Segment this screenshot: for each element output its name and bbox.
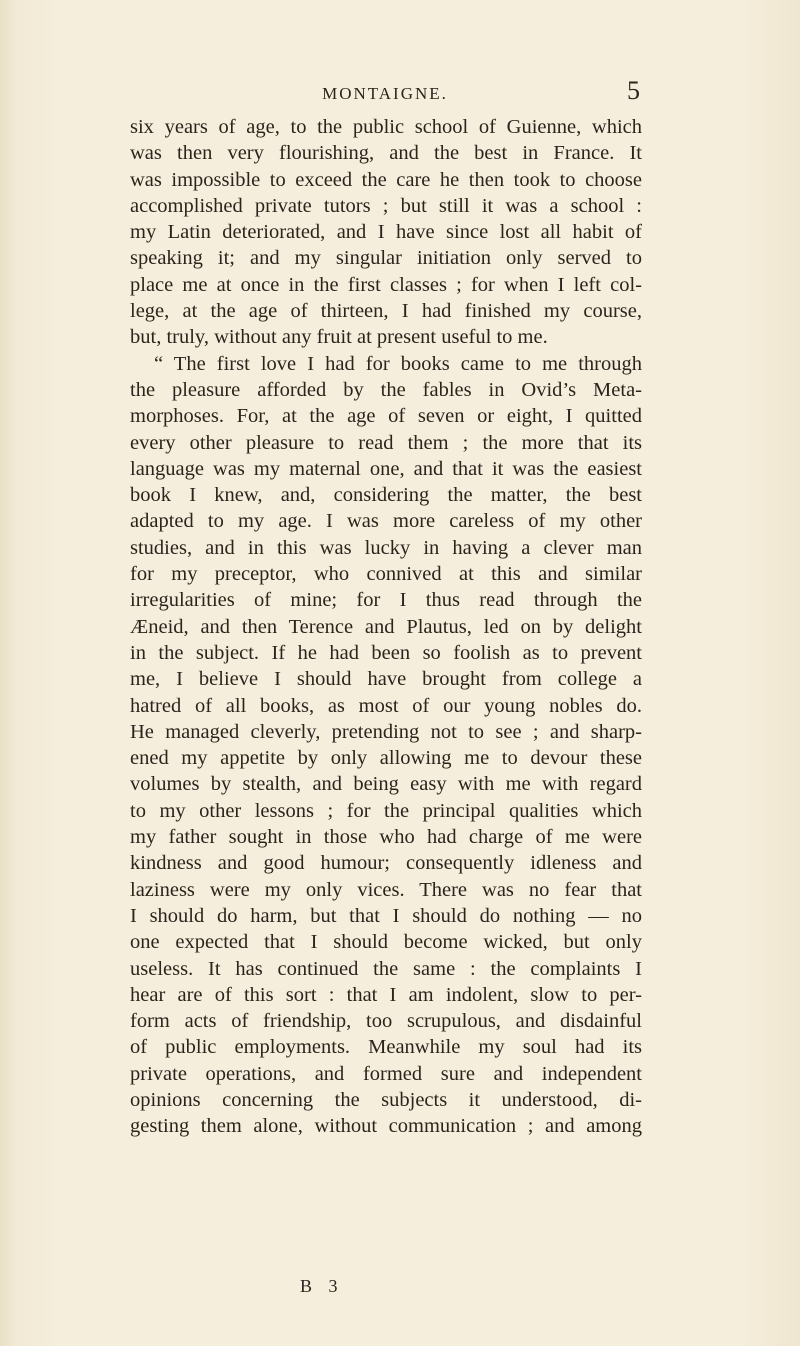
text-line: He managed cleverly, pretending not to see ; and sharp- <box>130 720 642 743</box>
text-line: but, truly, without any fruit at present useful to me. <box>130 326 548 349</box>
text-line: studies, and in this was lucky in having a clever man <box>130 536 642 559</box>
body-text <box>130 114 642 1140</box>
text-line: was then very flourishing, and the best in France. It <box>130 142 642 165</box>
text-line: my father sought in those who had charge of me were <box>130 826 642 849</box>
text-line: six years of age, to the public school of Guienne, which <box>130 116 642 138</box>
text-line: was impossible to exceed the care he then took to choose <box>130 168 642 191</box>
running-head: MONTAIGNE. <box>322 84 448 103</box>
text-line: me, I believe I should have brought from college a <box>130 668 642 691</box>
text-line: form acts of friendship, too scrupulous, and disdainful <box>130 1010 642 1033</box>
text-line: laziness were my only vices. There was no fear that <box>130 878 642 901</box>
text-line: speaking it; and my singular initiation only served to <box>130 247 642 270</box>
text-line: morphoses. For, at the age of seven or eight, I quitted <box>130 405 642 428</box>
text-line: for my preceptor, who connived at this and similar <box>130 563 642 586</box>
text-line: the pleasure afforded by the fables in Ovid’s Meta- <box>130 378 642 401</box>
page-number: 5 <box>627 76 640 105</box>
text-line: one expected that I should become wicked, but only <box>130 931 642 954</box>
text-line: gesting them alone, without communication ; and among <box>130 1115 642 1138</box>
text-line: of public employments. Meanwhile my soul had its <box>130 1036 642 1059</box>
text-line: adapted to my age. I was more careless of my other <box>130 510 642 533</box>
text-line: volumes by stealth, and being easy with me with regard <box>130 773 642 796</box>
page-header <box>130 76 640 110</box>
text-line: language was my maternal one, and that it was the easiest <box>130 457 642 480</box>
text-line: accomplished private tutors ; but still it was a school : <box>130 194 642 217</box>
text-line: ened my appetite by only allowing me to devour these <box>130 747 642 770</box>
text-line: I should do harm, but that I should do nothing — no <box>130 904 642 927</box>
text-line: lege, at the age of thirteen, I had finished my course, <box>130 300 642 323</box>
text-line: to my other lessons ; for the principal qualities which <box>130 799 642 822</box>
text-line: useless. It has continued the same : the complaints I <box>130 957 642 980</box>
text-line: in the subject. If he had been so foolish as to prevent <box>130 641 642 664</box>
text-line: kindness and good humour; consequently idleness and <box>130 852 642 875</box>
text-line: opinions concerning the subjects it understood, di- <box>130 1088 642 1111</box>
text-line: my Latin deteriorated, and I have since lost all habit of <box>130 221 642 244</box>
text-line: irregularities of mine; for I thus read through the <box>130 589 642 612</box>
text-line: Æneid, and then Terence and Plautus, led on by delight <box>130 615 642 638</box>
text-line: book I knew, and, considering the matter, the best <box>130 484 642 507</box>
text-line: place me at once in the first classes ; for when I left col- <box>130 273 642 296</box>
signature-mark: B 3 <box>300 1276 344 1296</box>
text-line: hear are of this sort : that I am indolent, slow to per- <box>130 983 642 1006</box>
text-line: hatred of all books, as most of our young nobles do. <box>130 694 642 717</box>
text-line: every other pleasure to read them ; the more that its <box>130 431 642 454</box>
text-line: private operations, and formed sure and independent <box>130 1062 642 1085</box>
text-line: “ The first love I had for books came to me through <box>154 352 642 375</box>
